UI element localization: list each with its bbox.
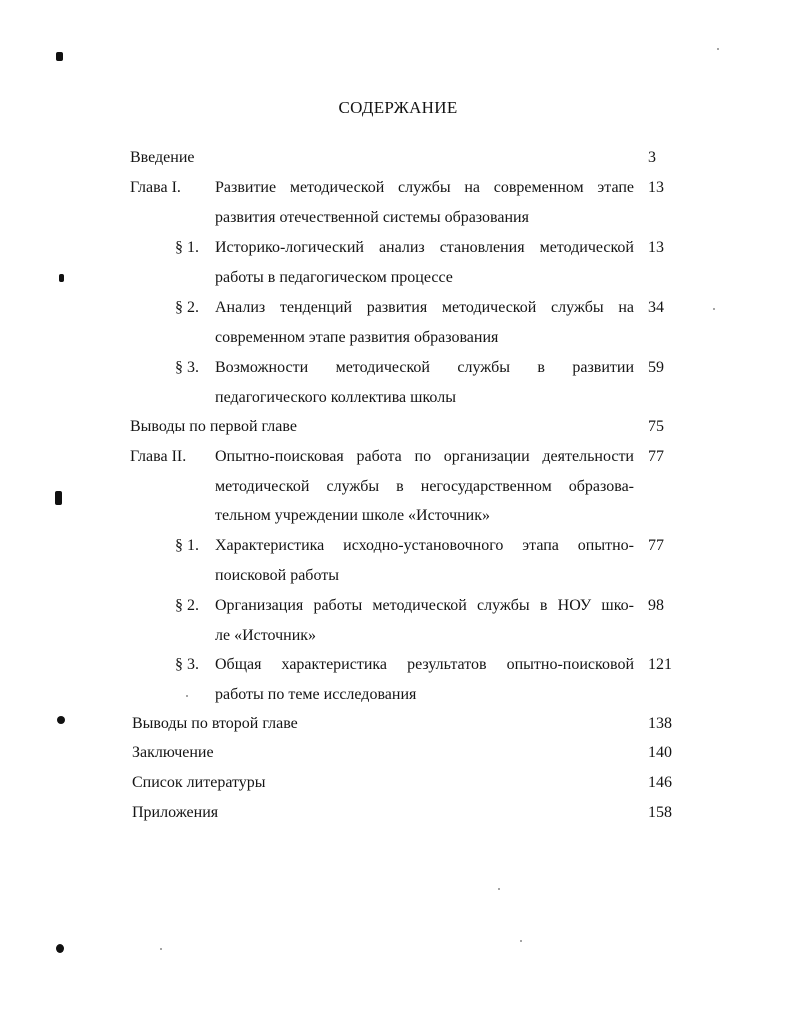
chapter-title-line: Развитие методической службы на современном этапе (215, 179, 634, 196)
scan-dot (160, 948, 162, 950)
section-title-line: Возможности методической службы в развитии (215, 359, 634, 376)
toc-page-number: 138 (648, 715, 672, 732)
section-title-line: Организация работы методической службы в НОУ шко- (215, 597, 634, 614)
scan-dot (520, 940, 522, 942)
section-title-line: педагогического коллектива школы (215, 389, 456, 406)
toc-label: Введение (130, 149, 195, 166)
chapter-title-line: тельном учреждении школе «Источник» (215, 507, 491, 524)
scan-speck (56, 52, 63, 61)
scan-speck (57, 716, 65, 724)
toc-page-number: 13 (648, 239, 664, 256)
section-title-line: Историко-логический анализ становления методической (215, 239, 634, 256)
toc-page-number: 98 (648, 597, 664, 614)
chapter-title-line: методической службы в негосударственном образова- (215, 478, 634, 495)
toc-page-number: 77 (648, 448, 664, 465)
chapter-title-line: развития отечественной системы образования (215, 209, 529, 226)
section-title-line: Общая характеристика результатов опытно-поисковой (215, 656, 634, 673)
section-title-line: современном этапе развития образования (215, 329, 499, 346)
toc-page-number: 121 (648, 656, 672, 673)
toc-page-number: 59 (648, 359, 664, 376)
chapter-label: Глава I. (130, 179, 181, 196)
toc-label: Заключение (132, 744, 214, 761)
toc-page-number: 146 (648, 774, 672, 791)
scan-speck (56, 944, 64, 953)
toc-label: Приложения (132, 804, 219, 821)
toc-label: Выводы по второй главе (132, 715, 298, 732)
toc-label: Список литературы (132, 774, 266, 791)
scan-speck (59, 274, 64, 282)
section-title-line: Анализ тенденций развития методической службы на (215, 299, 634, 316)
toc-label: Выводы по первой главе (130, 418, 297, 435)
section-number: § 2. (175, 597, 199, 614)
section-number: § 3. (175, 359, 199, 376)
section-title-line: работы в педагогическом процессе (215, 269, 453, 286)
toc-page-number: 75 (648, 418, 664, 435)
section-title-line: поисковой работы (215, 567, 339, 584)
section-number: § 1. (175, 239, 199, 256)
section-number: § 2. (175, 299, 199, 316)
toc-page-number: 77 (648, 537, 664, 554)
scan-dot (717, 48, 719, 50)
section-title-line: Характеристика исходно-установочного этапа опытно- (215, 537, 634, 554)
chapter-title-line: Опытно-поисковая работа по организации деятельности (215, 448, 634, 465)
scan-dot (498, 888, 500, 890)
chapter-label: Глава II. (130, 448, 187, 465)
section-number: § 1. (175, 537, 199, 554)
toc-page-number: 158 (648, 804, 672, 821)
section-title-line: работы по теме исследования (215, 686, 417, 703)
scan-speck (55, 491, 62, 505)
toc-page-number: 140 (648, 744, 672, 761)
toc-page-number: 13 (648, 179, 664, 196)
section-number: § 3. (175, 656, 199, 673)
scan-dot (186, 695, 188, 697)
toc-page-number: 34 (648, 299, 664, 316)
section-title-line: ле «Источник» (215, 627, 317, 644)
toc-page-number: 3 (648, 149, 656, 166)
scan-dot (713, 308, 715, 310)
page-title: СОДЕРЖАНИЕ (338, 98, 458, 117)
